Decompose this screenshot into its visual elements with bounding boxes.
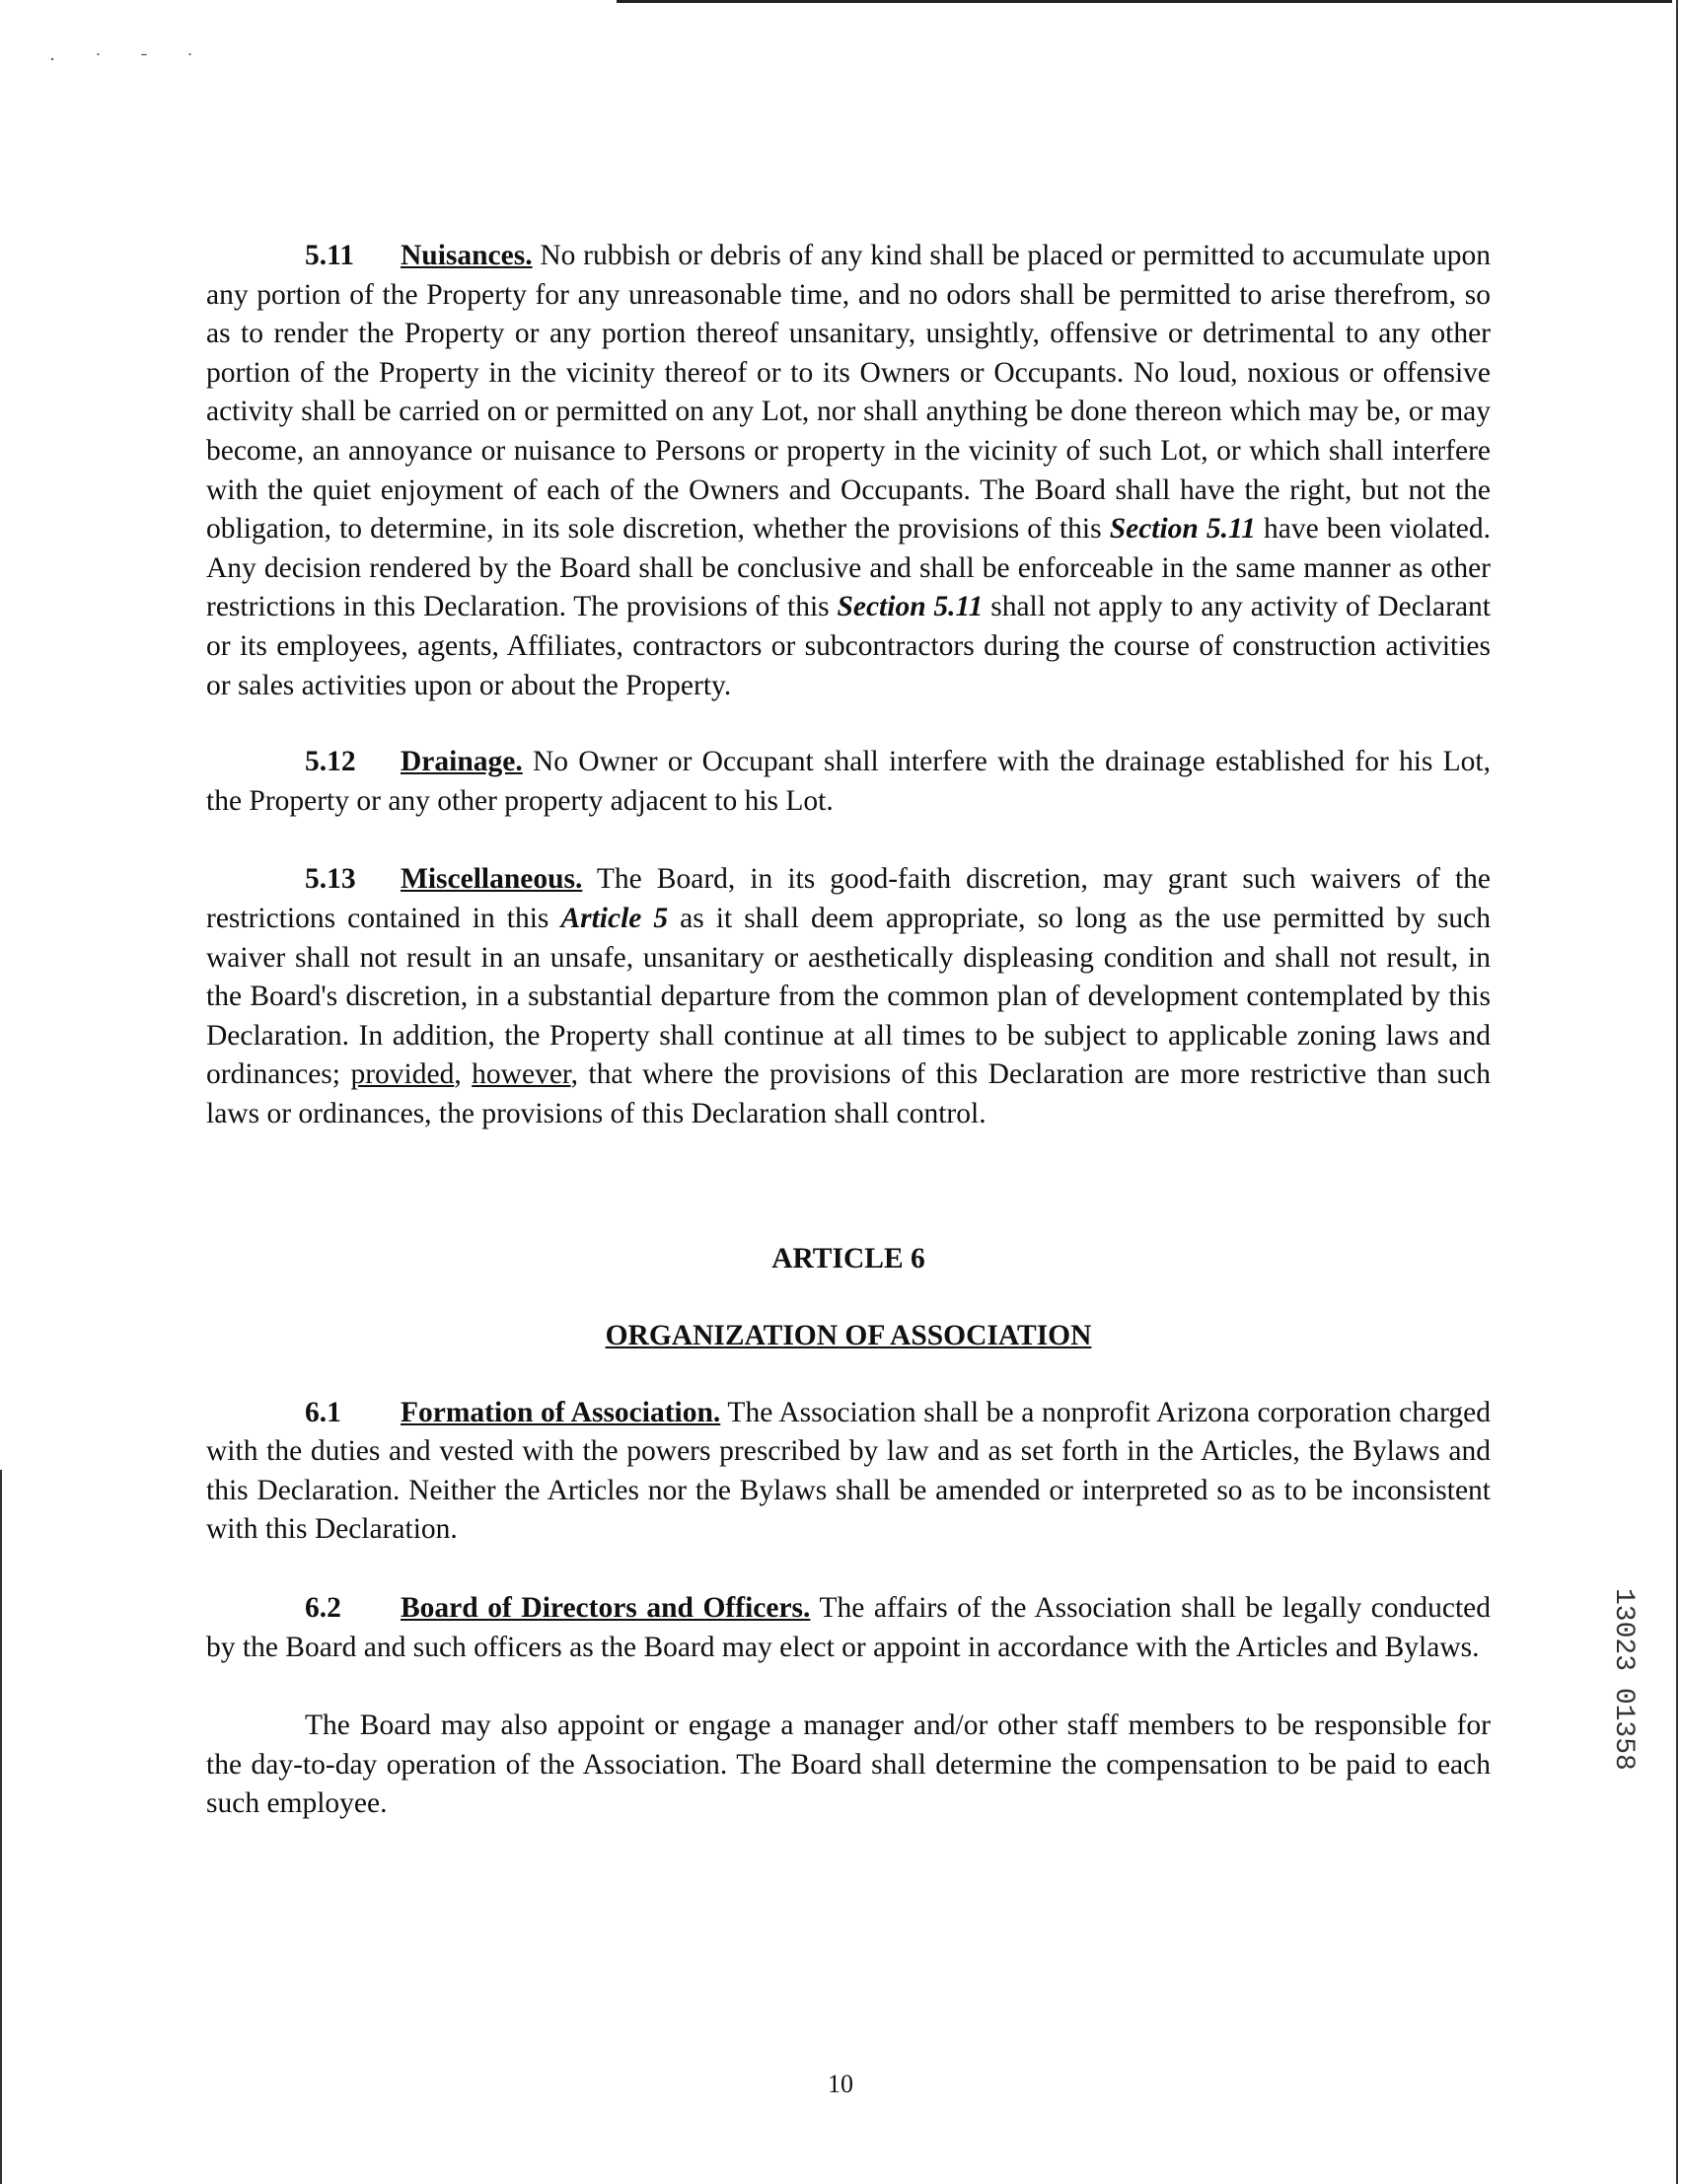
section-6-1 xyxy=(206,1394,1491,1550)
section-title: Board of Directors and Officers. xyxy=(401,1592,811,1625)
document-body xyxy=(206,237,1491,1824)
section-text: as it shall deem appropriate, so long as the use permitted by such waiver shall not result in an unsafe, unsanitary or aesthetically displeasing condition and shall not result, in the Board's discretion, in a substantial departure from the common plan of development contemplated by this Declaration. In addition, the Property shall continue at all times to be subject to applicable zoning laws and ordinances; xyxy=(206,902,1491,1091)
scan-border-top xyxy=(617,0,1672,3)
section-title: Nuisances. xyxy=(401,240,533,271)
section-5-11 xyxy=(206,237,1491,705)
page-number: 10 xyxy=(828,2070,853,2098)
section-text: No Owner or Occupant shall interfere with the drainage established for his Lot, the Property or any other property adjacent to his Lot. xyxy=(206,746,1491,817)
section-number: 6.2 xyxy=(305,1592,341,1625)
section-text: The Board, in its good-faith discretion, may grant such waivers of the restrictions contained in this xyxy=(206,863,1491,934)
section-number: 5.13 xyxy=(305,863,356,896)
section-number: 5.12 xyxy=(305,746,356,778)
section-number: 6.1 xyxy=(305,1396,341,1428)
underlined-term: however xyxy=(472,1058,571,1091)
section-text: , xyxy=(454,1058,473,1091)
section-text: The Association shall be a nonprofit Arizona corporation charged with the duties and vested with the powers prescribed by law and as set forth in the Articles, the Bylaws and this Declaration. Neither the Articles nor the Bylaws shall be amended or interpreted so as to be inconsistent with this Declaration. xyxy=(206,1396,1491,1546)
section-text: , that where the provisions of this Declaration are more restrictive than such laws or ordinances, the provisions of this Declaration shall control. xyxy=(206,1058,1492,1129)
section-text: No rubbish or debris of any kind shall be placed or permitted to accumulate upon any portion of the Property for any unreasonable time, and no odors shall be permitted to arise therefrom, so as to render the Property or any portion thereof unsanitary, unsightly, offensive or detrimental to any other portion of the Property in the vicinity thereof or to its Owners or Occupants. No loud, noxious or offensive activity shall be carried on or permitted on any Lot, nor shall anything be done thereon which may be, or may become, an annoyance or nuisance to Persons or property in the vicinity of such Lot, or which shall interfere with the quiet enjoyment of each of the Owners and Occupants. The Board shall have the right, but not the obligation, to determine, in its sole discretion, whether the provisions of this xyxy=(206,240,1491,546)
section-title: Drainage. xyxy=(401,746,523,778)
section-title: Miscellaneous. xyxy=(401,863,583,896)
article-heading: ARTICLE 6 xyxy=(771,1243,925,1275)
section-reference: Section 5.11 xyxy=(1109,513,1256,546)
section-title: Formation of Association. xyxy=(401,1396,721,1428)
bates-stamp: 13023 01358 xyxy=(1608,1588,1639,1771)
underlined-term: provided xyxy=(350,1058,455,1091)
section-text: have been violated. Any decision rendered by the Board shall be conclusive and shall be enforceable in the same manner as other restrictions in this Declaration. The provisions of this xyxy=(206,513,1492,623)
section-5-13 xyxy=(206,860,1491,1133)
section-reference: Article 5 xyxy=(560,902,669,934)
section-number: 5.11 xyxy=(305,240,354,271)
scan-specks: · ˙ ˉ ˙ xyxy=(49,49,211,69)
section-text: shall not apply to any activity of Declarant or its employees, agents, Affiliates, contractors or subcontractors during the course of construction activities or sales activities upon or about the Property. xyxy=(206,591,1491,701)
scan-border-right xyxy=(1676,0,1678,2184)
section-5-12 xyxy=(206,743,1491,821)
article-subheading: ORGANIZATION OF ASSOCIATION xyxy=(605,1320,1092,1352)
section-6-2 xyxy=(206,1589,1491,1667)
section-reference: Section 5.11 xyxy=(837,591,984,623)
section-6-2-paragraph-2: The Board may also appoint or engage a manager and/or other staff members to be responsible for the day-to-day operation of the Association. The Board shall determine the compensation to be paid to each such employee. xyxy=(206,1710,1491,1820)
section-text: The affairs of the Association shall be legally conducted by the Board and such officers as the Board may elect or appoint in accordance with the Articles and Bylaws. xyxy=(206,1592,1492,1663)
